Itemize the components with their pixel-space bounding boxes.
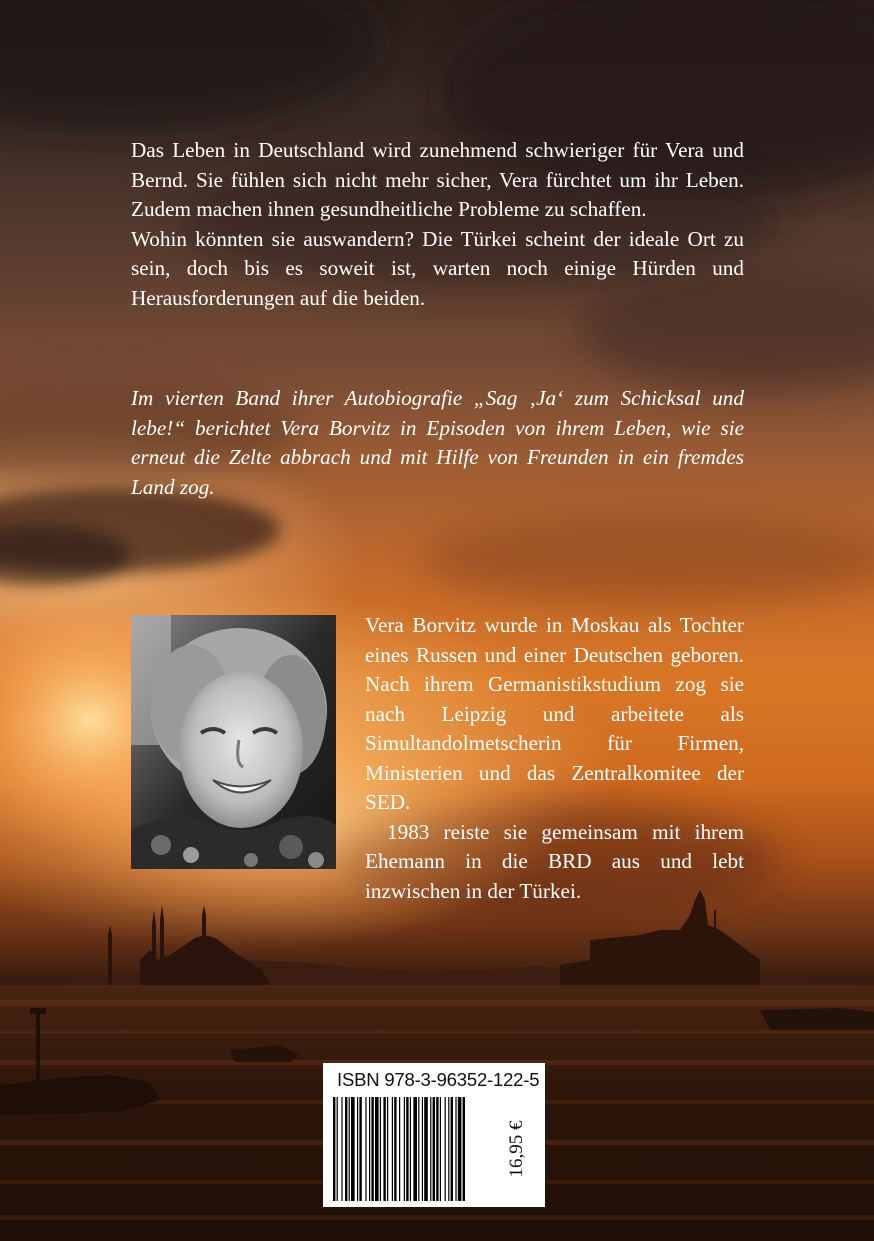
- bio-paragraph-1: Vera Borvitz wurde in Moskau als Tochter eines Russen und einer Deutschen geboren. Nach ihrem Germanistikstudium zog sie nach Leipzig und arbeitete als Simultandolmetscherin für Firmen, Ministerien und das Zentralkomitee der SED.: [365, 613, 744, 814]
- barcode-bars: [333, 1097, 505, 1201]
- blurb-paragraph-1: Das Leben in Deutschland wird zunehmend schwieriger für Vera und Bernd. Sie fühlen sich nicht mehr sicher, Vera fürchtet um ihr Leben. Zudem machen ihnen gesundheitliche Probleme zu schaffen.: [131, 138, 744, 221]
- tagline-text: Im vierten Band ihrer Autobiografie „Sag ‚Ja‘ zum Schicksal und lebe!“ berichtet Vera Borvitz in Episoden von ihrem Leben, wie sie erneut die Zelte abbrach und mit Hilfe von Freunden in ein fremdes Land zog.: [131, 386, 744, 499]
- barcode-panel: [323, 1063, 545, 1207]
- bio-paragraph-2: 1983 reiste sie gemeinsam mit ihrem Ehemann in die BRD aus und lebt inzwischen in der Türkei.: [365, 819, 744, 903]
- blurb-text: [131, 136, 744, 313]
- blurb-paragraph-2: Wohin könnten sie auswandern? Die Türkei scheint der ideale Ort zu sein, doch bis es soweit ist, warten noch einige Hürden und Herausforderungen auf die beiden.: [131, 226, 744, 310]
- author-bio: [365, 611, 744, 906]
- isbn-label: ISBN 978-3-96352-122-5: [337, 1069, 540, 1090]
- author-photo: [131, 615, 336, 869]
- price-label: 16,95 €: [506, 1120, 527, 1178]
